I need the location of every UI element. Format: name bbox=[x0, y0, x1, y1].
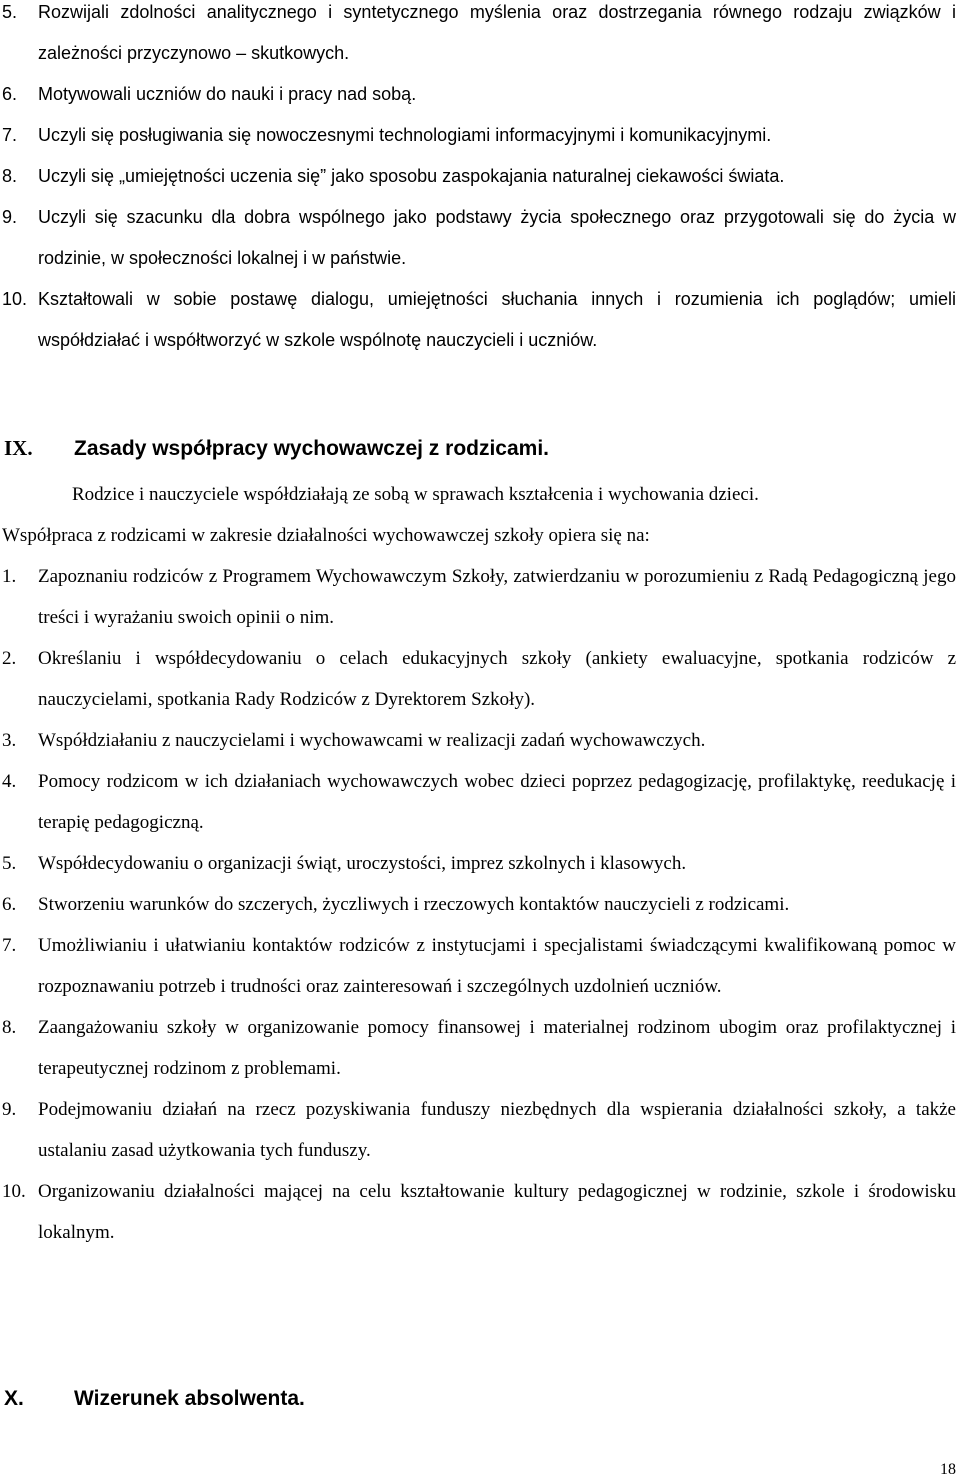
list-item bbox=[0, 720, 960, 761]
list-item-number: 6. bbox=[2, 894, 17, 915]
list-item-number: 9. bbox=[2, 207, 18, 227]
list-item-text: Umożliwianiu i ułatwianiu kontaktów rodziców z instytucjami i specjalistami świadczącymi kwalifikowaną pomoc w rozpoznawaniu potrzeb i trudności oraz zainteresowań i szczególnych uzdolnień uczniów. bbox=[38, 935, 956, 997]
list-item-text: Współdecydowaniu o organizacji świąt, uroczystości, imprez szkolnych i klasowych. bbox=[38, 853, 687, 874]
intro-paragraph: Współpraca z rodzicami w zakresie działalności wychowawczej szkoły opiera się na: bbox=[2, 525, 650, 546]
intro-paragraph: Rodzice i nauczyciele współdziałają ze sobą w sprawach kształcenia i wychowania dzieci. bbox=[72, 484, 759, 505]
section-title: Wizerunek absolwenta. bbox=[74, 1387, 305, 1410]
list-item-text: Motywowali uczniów do nauki i pracy nad sobą. bbox=[38, 84, 417, 104]
list-item-number: 1. bbox=[2, 566, 17, 587]
list-item-text: Rozwijali zdolności analitycznego i syntetycznego myślenia oraz dostrzegania równego rodzaju związków i zależności przyczynowo – skutkowych. bbox=[38, 2, 956, 63]
list-item-text: Zaangażowaniu szkoły w organizowanie pomocy finansowej i materialnej rodzinom ubogim oraz profilaktycznej i terapeutycznej rodzinom z problemami. bbox=[38, 1017, 956, 1079]
list-item bbox=[0, 556, 960, 638]
list-item-text: Zapoznaniu rodziców z Programem Wychowawczym Szkoły, zatwierdzaniu w porozumieniu z Radą Pedagogiczną jego treści i wyrażaniu swoich opinii o nim. bbox=[38, 566, 956, 628]
list-item-text: Uczyli się posługiwania się nowoczesnymi technologiami informacyjnymi i komunikacyjnymi. bbox=[38, 125, 772, 145]
list-item-text: Uczyli się „umiejętności uczenia się” jako sposobu zaspokajania naturalnej ciekawości świata. bbox=[38, 166, 785, 186]
list-item bbox=[0, 1007, 960, 1089]
section-number: X. bbox=[4, 1387, 24, 1410]
list-item bbox=[0, 638, 960, 720]
list-item-text: Uczyli się szacunku dla dobra wspólnego jako podstawy życia społecznego oraz przygotowali się do życia w rodzinie, w społeczności lokalnej i w państwie. bbox=[38, 207, 956, 268]
list-item-text: Stworzeniu warunków do szczerych, życzliwych i rzeczowych kontaktów nauczycieli z rodzicami. bbox=[38, 894, 790, 915]
list-top bbox=[0, 0, 960, 361]
list-item-number: 8. bbox=[2, 1017, 17, 1038]
list-item bbox=[0, 156, 960, 197]
list-item-number: 6. bbox=[2, 84, 18, 104]
list-item bbox=[0, 115, 960, 156]
list-item-text: Pomocy rodzicom w ich działaniach wychowawczych wobec dzieci poprzez pedagogizację, profilaktykę, reedukację i terapię pedagogiczną. bbox=[38, 771, 956, 833]
list-item-text: Podejmowaniu działań na rzecz pozyskiwania funduszy niezbędnych dla wspierania działalności szkoły, a także ustalaniu zasad użytkowania tych funduszy. bbox=[38, 1099, 956, 1161]
list-item-number: 5. bbox=[2, 853, 17, 874]
section-title: Zasady współpracy wychowawczej z rodzicami. bbox=[74, 437, 550, 460]
list-item bbox=[0, 1089, 960, 1171]
list-item-number: 9. bbox=[2, 1099, 17, 1120]
list-item-text: Organizowaniu działalności mającej na celu kształtowanie kultury pedagogicznej w rodzinie, szkole i środowisku lokalnym. bbox=[38, 1181, 956, 1243]
list-item-number: 7. bbox=[2, 125, 18, 145]
list-item-number: 10. bbox=[2, 1181, 26, 1202]
section-heading-x bbox=[2, 1378, 942, 1419]
list-item bbox=[0, 279, 960, 361]
list-item-number: 4. bbox=[2, 771, 17, 792]
list-item-text: Kształtowali w sobie postawę dialogu, umiejętności słuchania innych i rozumienia ich poglądów; umieli współdziałać i współtworzyć w szkole wspólnotę nauczycieli i uczniów. bbox=[38, 289, 956, 350]
list-item-number: 7. bbox=[2, 935, 17, 956]
list-item bbox=[0, 0, 960, 74]
list-item bbox=[0, 884, 960, 925]
list-item bbox=[0, 74, 960, 115]
list-item bbox=[0, 1171, 960, 1253]
page-number: 18 bbox=[940, 1461, 956, 1478]
list-bottom bbox=[0, 556, 960, 1253]
list-item bbox=[0, 843, 960, 884]
list-item-number: 2. bbox=[2, 648, 17, 669]
list-item-text: Współdziałaniu z nauczycielami i wychowawcami w realizacji zadań wychowawczych. bbox=[38, 730, 706, 751]
list-item bbox=[0, 925, 960, 1007]
list-item bbox=[0, 197, 960, 279]
list-item-number: 8. bbox=[2, 166, 18, 186]
section-number: IX. bbox=[4, 436, 33, 460]
list-item-number: 3. bbox=[2, 730, 17, 751]
list-item bbox=[0, 761, 960, 843]
section-heading-ix bbox=[2, 428, 942, 469]
list-item-number: 5. bbox=[2, 2, 18, 22]
list-item-text: Określaniu i współdecydowaniu o celach edukacyjnych szkoły (ankiety ewaluacyjne, spotkania rodziców z nauczycielami, spotkania Rady Rodziców z Dyrektorem Szkoły). bbox=[38, 648, 956, 710]
list-item-number: 10. bbox=[2, 289, 28, 309]
